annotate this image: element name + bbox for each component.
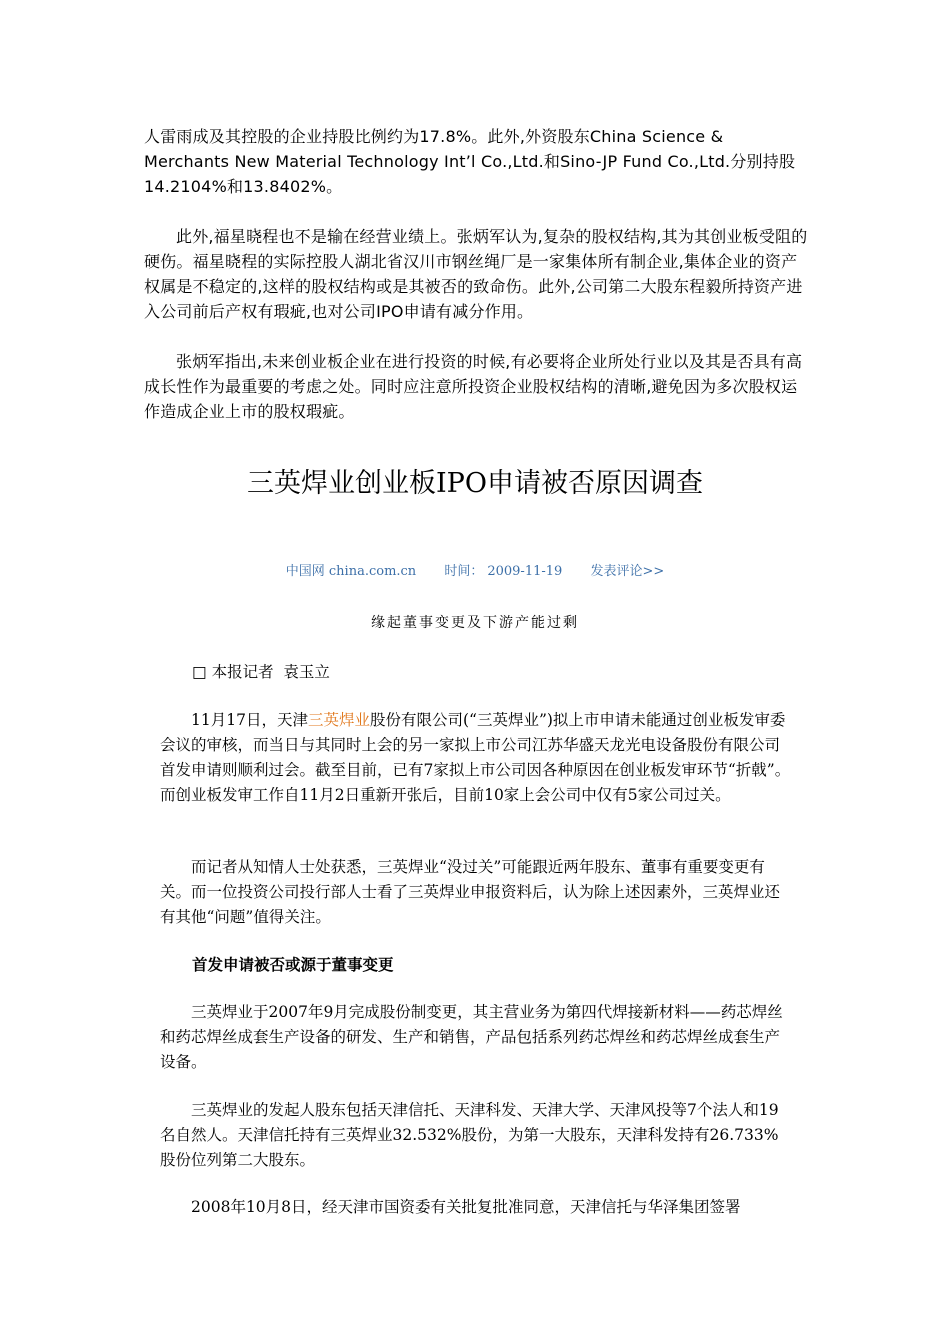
comment-link[interactable]: 发表评论>> [590,564,665,579]
paragraph-shareholders: 三英焊业的发起人股东包括天津信托、天津科发、天津大学、天津风投等7个法人和19名自然人。天津信托持有三英焊业32.532%股份，为第一大股东，天津科发持有26.733%股份位列第二大股东。 [160,1101,779,1169]
paragraph-business: 三英焊业于2007年9月完成股份制变更，其主营业务为第四代焊接新材料——药芯焊丝和药芯焊丝成套生产设备的研发、生产和销售，产品包括系列药芯焊丝和药芯焊丝成套生产设备。 [160,1003,783,1071]
paragraph-insider: 而记者从知情人士处获悉，三英焊业“没过关”可能跟近两年股东、董事有重要变更有关。而一位投资公司投行部人士看了三英焊业申报资料后，认为除上述因素外，三英焊业还有其他“问题”值得关注。 [160,858,781,926]
article-meta [0,561,950,583]
company-link[interactable]: 三英焊业 [307,711,370,729]
byline: □ 本报记者 袁玉立 [192,663,330,681]
paragraph-zhang-bingjun: 张炳军指出,未来创业板企业在进行投资的时候,有必要将企业所处行业以及其是否具有高成长性作为最重要的考虑之处。同时应注意所投资企业股权结构的清晰,避免因为多次股权运作造成企业上市的股权瑕疵。 [144,352,803,421]
intro-rest: 股份有限公司(“三英焊业”)拟上市申请未能通过创业板发审委会议的审核，而当日与其同时上会的另一家拟上市公司江苏华盛天龙光电设备股份有限公司首发申请则顺利过会。截至目前，已有7家拟上市公司因各种原因在创业板发审环节“折戟”。而创业板发审工作自11月2日重新开张后，目前10家上会公司中仅有5家公司过关。 [160,711,791,804]
section-heading: 首发申请被否或源于董事变更 [192,955,394,974]
article-title: 三英焊业创业板IPO申请被否原因调查 [247,468,703,499]
paragraph-shareholding: 人雷雨成及其控股的企业持股比例约为17.8%。此外,外资股东China Science & Merchants New Material Technology Int’l Co.,Ltd.和Sino-JP Fund Co.,Ltd.分别持股14.2104%和13.8402%。 [144,127,796,196]
paragraph-fuxing-xiaocheng: 此外,福星晓程也不是输在经营业绩上。张炳军认为,复杂的股权结构,其为其创业板受阻的硬伤。福星晓程的实际控股人湖北省汉川市钢丝绳厂是一家集体所有制企业,集体企业的资产权属是不稳定的,这样的股权结构或是其被否的致命伤。此外,公司第二大股东程毅所持资产进入公司前后产权有瑕疵,也对公司IPO申请有减分作用。 [144,227,808,321]
intro-prefix: 11月17日，天津 [191,711,308,729]
paragraph-transfer: 2008年10月8日，经天津市国资委有关批复批准同意，天津信托与华泽集团签署 [191,1198,741,1216]
date-group [444,564,562,579]
article-subtitle: 缘起董事变更及下游产能过剩 [371,615,579,631]
publish-date: 2009-11-19 [487,564,563,579]
time-label: 时间： [444,564,484,579]
paragraph-intro [160,708,792,808]
source-link[interactable]: 中国网 china.com.cn [285,564,417,579]
